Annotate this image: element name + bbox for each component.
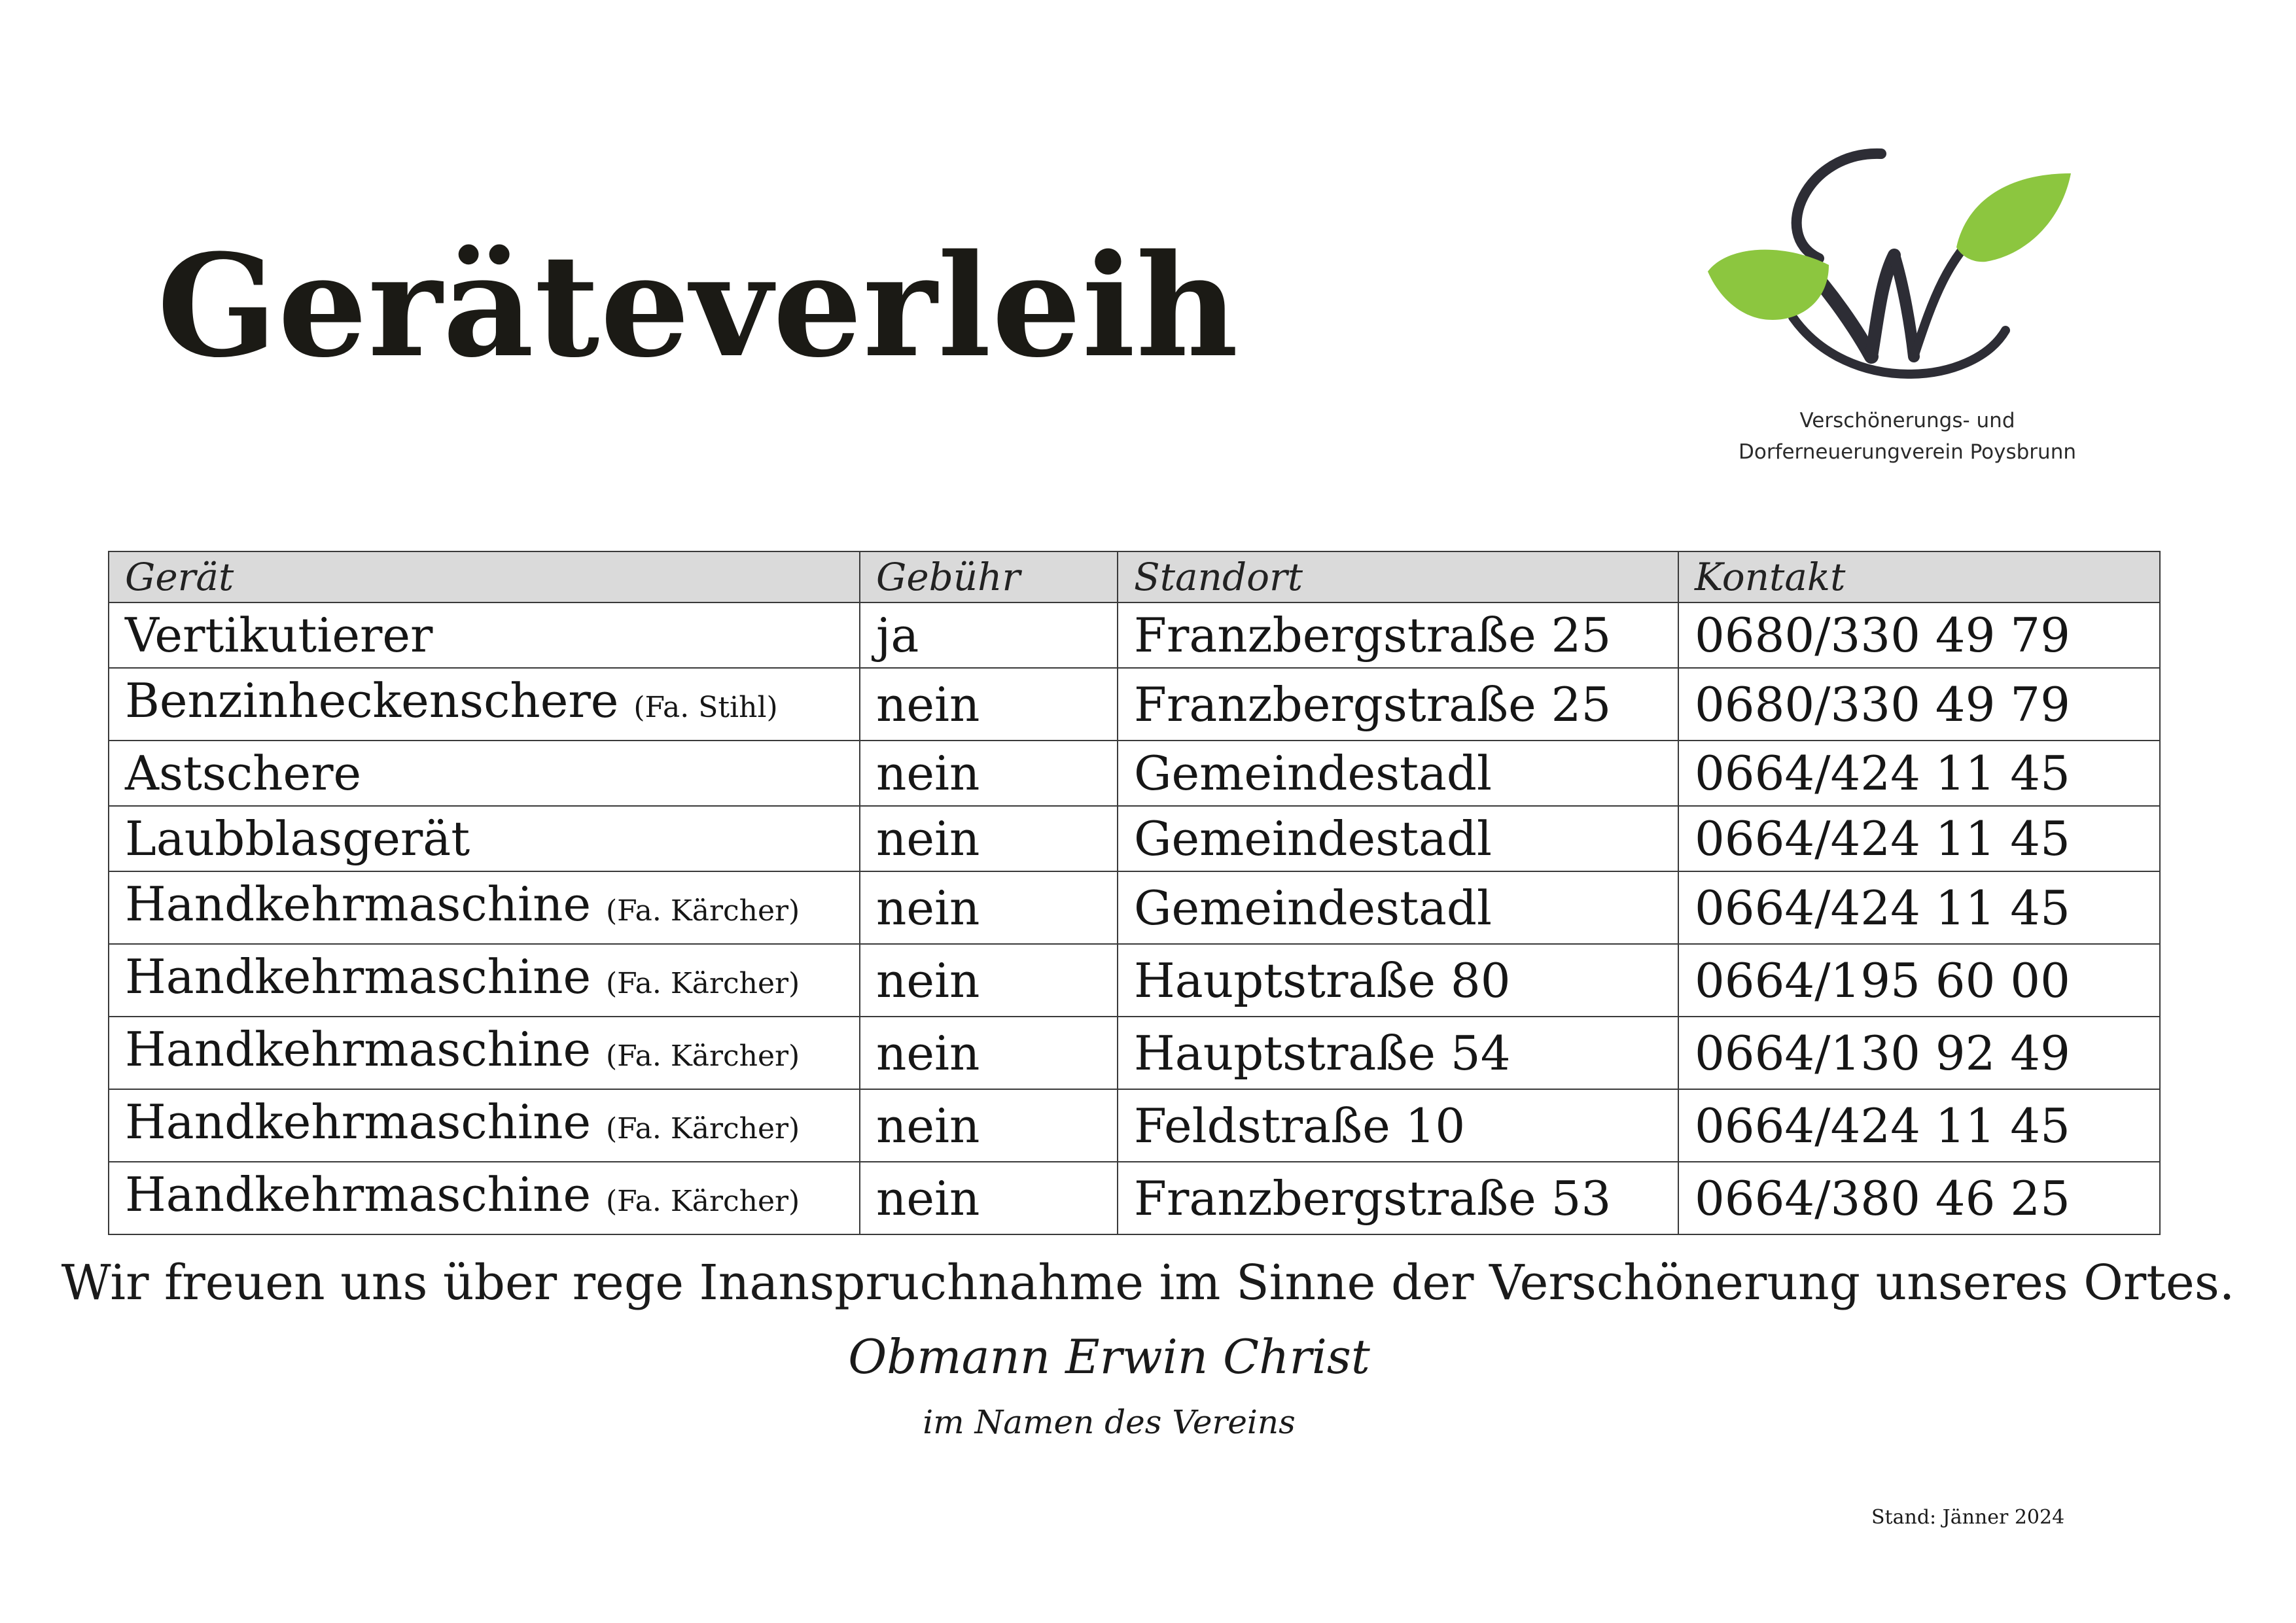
cell-standort: Franzbergstraße 53 — [1118, 1162, 1678, 1234]
device-name: Handkehrmaschine — [125, 949, 592, 1004]
cell-standort: Gemeindestadl — [1118, 741, 1678, 806]
device-name: Benzinheckenschere — [125, 673, 619, 728]
cell-kontakt: 0664/424 11 45 — [1678, 1089, 2160, 1162]
cell-standort: Franzbergstraße 25 — [1118, 668, 1678, 741]
device-name: Handkehrmaschine — [125, 1022, 592, 1077]
cell-kontakt: 0664/130 92 49 — [1678, 1017, 2160, 1089]
cell-kontakt: 0664/195 60 00 — [1678, 944, 2160, 1017]
cell-geraet — [109, 668, 860, 741]
cell-kontakt: 0664/424 11 45 — [1678, 741, 2160, 806]
table-header-row — [109, 551, 2160, 602]
table-row — [109, 871, 2160, 944]
device-name: Astschere — [125, 746, 362, 801]
table-row — [109, 741, 2160, 806]
cell-kontakt: 0664/424 11 45 — [1678, 871, 2160, 944]
header-geraet: Gerät — [109, 551, 860, 602]
cell-standort: Gemeindestadl — [1118, 871, 1678, 944]
cell-geraet — [109, 1162, 860, 1234]
header-gebuehr: Gebühr — [860, 551, 1118, 602]
cell-kontakt: 0680/330 49 79 — [1678, 668, 2160, 741]
signature-name: Obmann Erwin Christ — [848, 1329, 1370, 1384]
logo-text-line-2: Dorferneuerungverein Poysbrunn — [1738, 440, 2076, 464]
device-note: (Fa. Kärcher) — [605, 967, 800, 1000]
cell-geraet — [109, 944, 860, 1017]
device-note: (Fa. Kärcher) — [605, 1039, 800, 1073]
cell-gebuehr: nein — [860, 871, 1118, 944]
device-note: (Fa. Kärcher) — [605, 1185, 800, 1218]
cell-kontakt: 0664/424 11 45 — [1678, 806, 2160, 871]
cell-geraet — [109, 741, 860, 806]
logo-text-line-1: Verschönerungs- und — [1799, 409, 2015, 432]
device-name: Handkehrmaschine — [125, 877, 592, 932]
cell-geraet — [109, 871, 860, 944]
table-row — [109, 944, 2160, 1017]
cell-standort: Feldstraße 10 — [1118, 1089, 1678, 1162]
cell-standort: Gemeindestadl — [1118, 806, 1678, 871]
closing-statement: Wir freuen uns über rege Inanspruchnahme im Sinne der Verschönerung unseres Ortes. — [61, 1255, 2235, 1311]
table-row — [109, 1017, 2160, 1089]
header-standort: Standort — [1118, 551, 1678, 602]
device-note: (Fa. Stihl) — [633, 691, 778, 724]
table-row — [109, 668, 2160, 741]
cell-kontakt: 0664/380 46 25 — [1678, 1162, 2160, 1234]
signature-subtitle: im Namen des Vereins — [923, 1403, 1296, 1441]
table-row — [109, 602, 2160, 668]
page-title: Geräteverleih — [157, 223, 1239, 389]
cell-gebuehr: nein — [860, 1089, 1118, 1162]
cell-gebuehr: nein — [860, 944, 1118, 1017]
device-name: Vertikutierer — [125, 608, 433, 663]
table-row — [109, 1089, 2160, 1162]
cell-gebuehr: nein — [860, 806, 1118, 871]
cell-gebuehr: nein — [860, 1162, 1118, 1234]
cell-geraet — [109, 806, 860, 871]
equipment-table — [108, 551, 2161, 1235]
device-note: (Fa. Kärcher) — [605, 894, 800, 928]
club-logo — [1698, 131, 2117, 484]
cell-gebuehr: ja — [860, 602, 1118, 668]
device-name: Handkehrmaschine — [125, 1094, 592, 1149]
table-row — [109, 1162, 2160, 1234]
leaf-sprout-logo-icon — [1698, 131, 2117, 393]
cell-kontakt: 0680/330 49 79 — [1678, 602, 2160, 668]
cell-gebuehr: nein — [860, 668, 1118, 741]
cell-geraet — [109, 1089, 860, 1162]
cell-gebuehr: nein — [860, 1017, 1118, 1089]
header-kontakt: Kontakt — [1678, 551, 2160, 602]
table-row — [109, 806, 2160, 871]
date-stamp: Stand: Jänner 2024 — [1871, 1506, 2065, 1529]
cell-geraet — [109, 602, 860, 668]
cell-standort: Hauptstraße 80 — [1118, 944, 1678, 1017]
cell-geraet — [109, 1017, 860, 1089]
device-name: Handkehrmaschine — [125, 1167, 592, 1222]
cell-gebuehr: nein — [860, 741, 1118, 806]
cell-standort: Franzbergstraße 25 — [1118, 602, 1678, 668]
device-name: Laubblasgerät — [125, 811, 470, 866]
device-note: (Fa. Kärcher) — [605, 1112, 800, 1145]
cell-standort: Hauptstraße 54 — [1118, 1017, 1678, 1089]
